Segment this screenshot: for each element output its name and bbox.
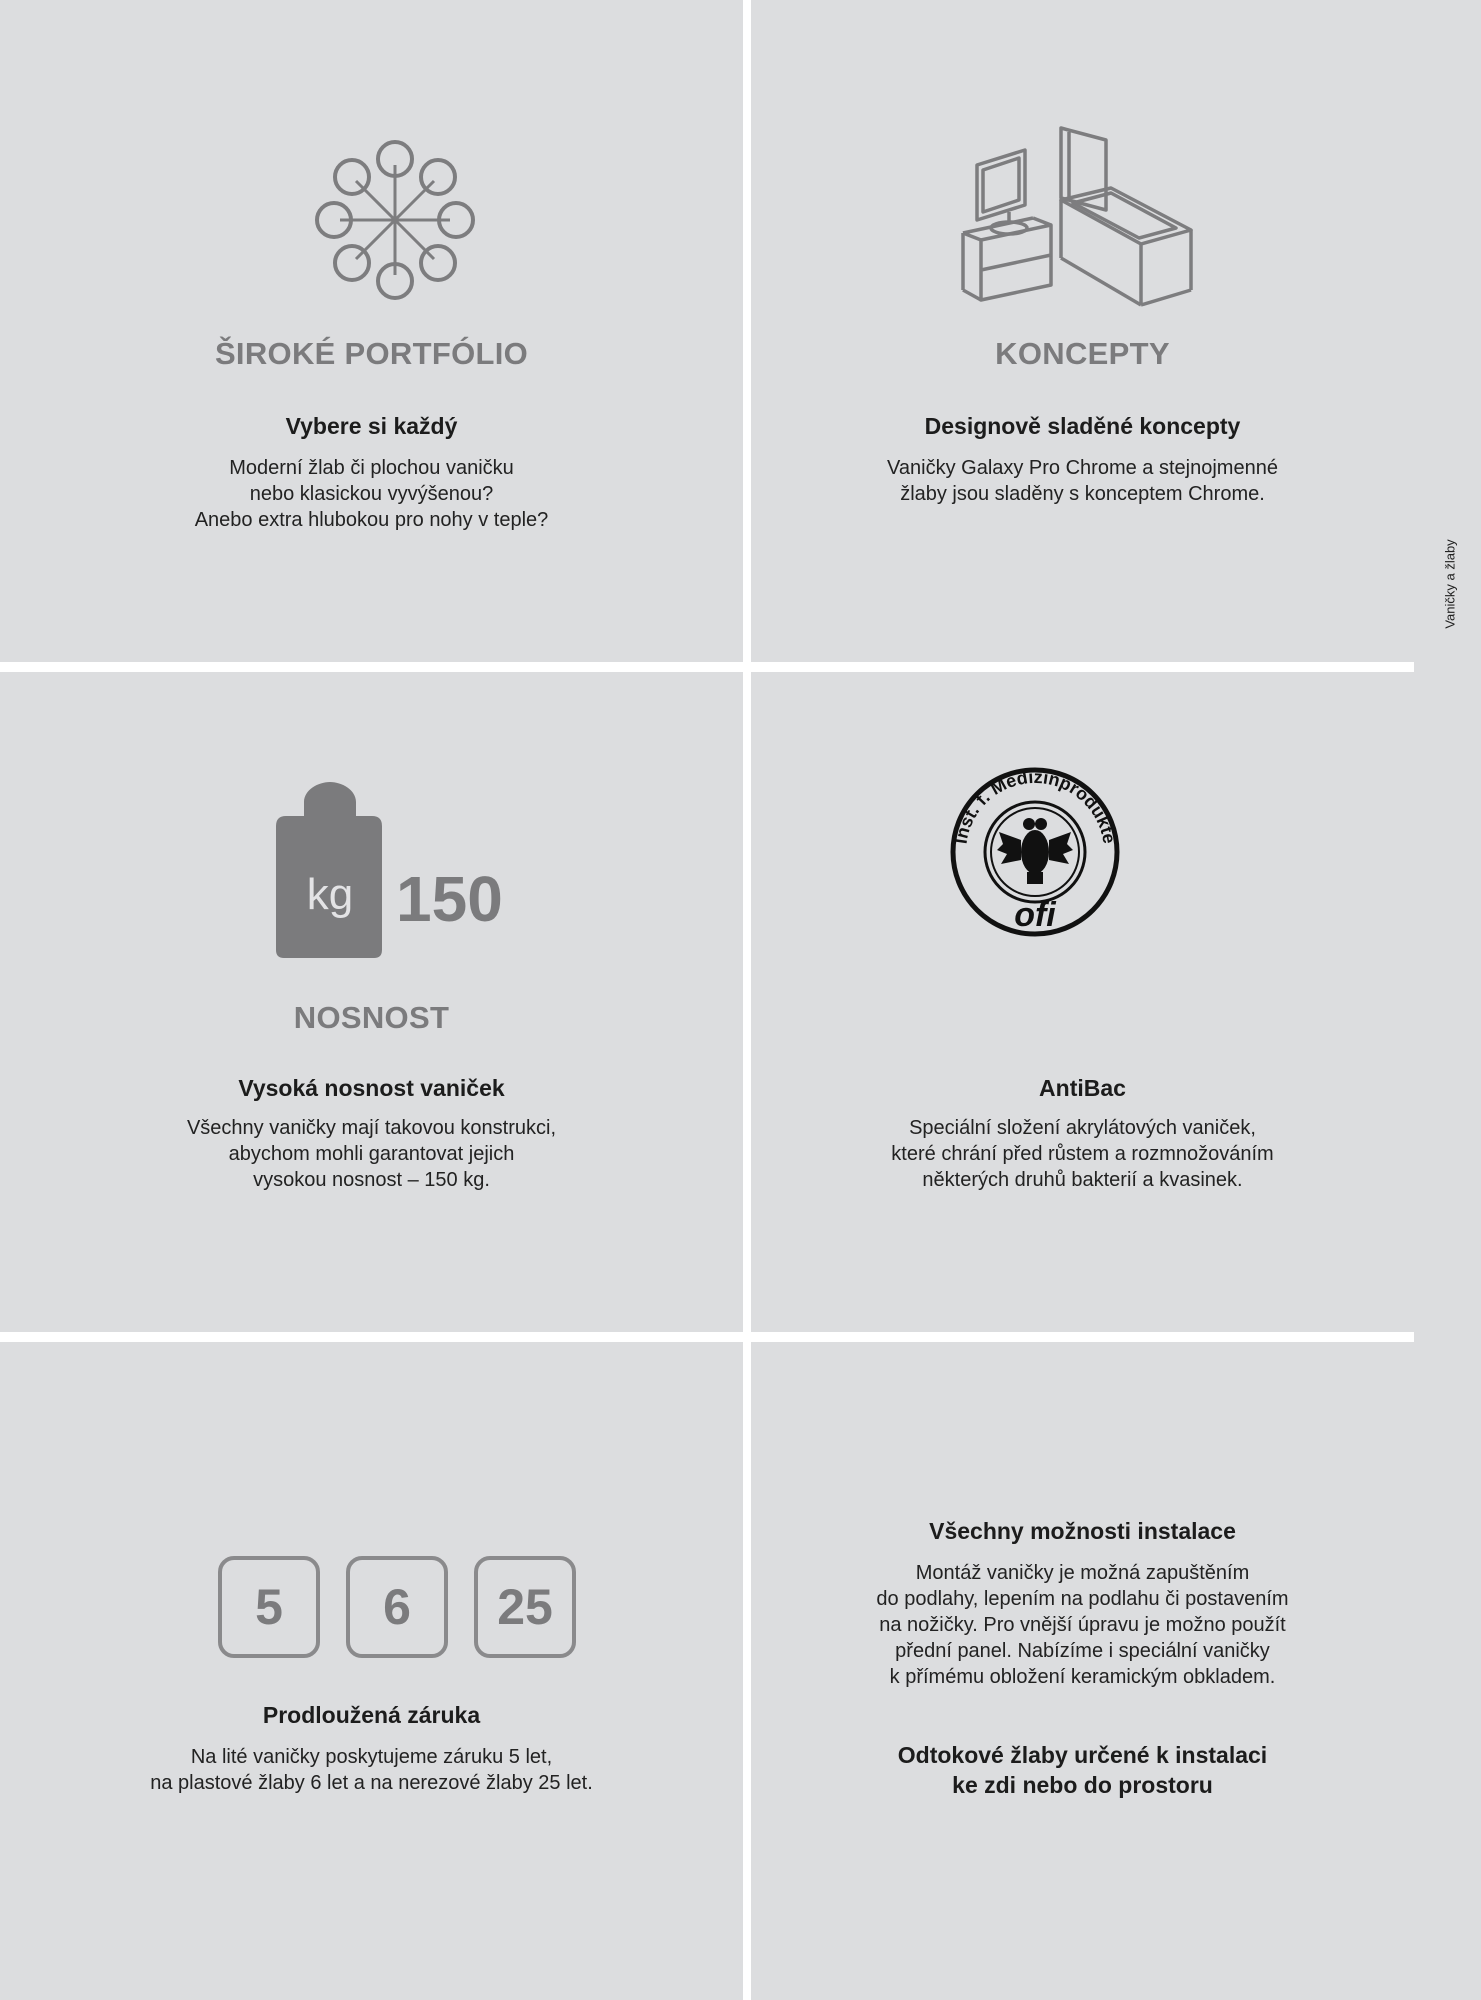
heading: ŠIROKÉ PORTFÓLIO	[214, 336, 529, 371]
drain-installation-subheading: Odtokové žlaby určené k instalaci ke zdi nebo do prostoru	[897, 1742, 1268, 1798]
warranty-box-plastic-drains: 6	[346, 1556, 448, 1658]
weight-value: 150	[396, 863, 503, 935]
weight-icon	[0, 672, 743, 972]
warranty-box-bathtubs: 5	[218, 1556, 320, 1658]
heading: NOSNOST	[293, 1000, 450, 1035]
description: Montáž vaničky je možná zapuštěním do podlahy, lepením na podlahu či postavením na nožičky. Pro vnější úpravu je možno použít přední panel. Nabízíme i speciální vaničky k přímému obložení keramickým obkladem.	[876, 1562, 1289, 1688]
subheading: Vybere si každý	[285, 413, 458, 439]
subheading: Designově sladěné koncepty	[924, 413, 1241, 439]
side-label: Vaničky a žlaby	[1442, 539, 1458, 629]
sidebar	[1414, 0, 1481, 2000]
feature-concepts	[751, 0, 1414, 662]
feature-wide-portfolio	[0, 0, 743, 662]
description: Moderní žlab či plochou vaničku nebo klasickou vyvýšenou? Anebo extra hlubokou pro nohy v teple?	[194, 457, 549, 531]
description: Vaničky Galaxy Pro Chrome a stejnojmenné žlaby jsou sladěny s konceptem Chrome.	[887, 457, 1278, 505]
heading: KONCEPTY	[995, 336, 1170, 371]
feature-extended-warranty	[0, 1342, 743, 2000]
warranty-box-steel-drains: 25	[474, 1556, 576, 1658]
snowflake-circles-icon	[0, 0, 743, 320]
subheading: AntiBac	[1039, 1075, 1126, 1101]
weight-unit: kg	[306, 870, 354, 919]
feature-antibac	[751, 672, 1414, 1332]
description: Na lité vaničky poskytujeme záruku 5 let, na plastové žlaby 6 let a na nerezové žlaby 25 let.	[150, 1746, 593, 1794]
feature-load-capacity	[0, 672, 743, 1332]
svg-text:Inst. f. Medizinprodukte: Inst. f. Medizinprodukte	[950, 766, 1120, 846]
bathroom-icon	[751, 0, 1414, 320]
description: Speciální složení akrylátových vaniček, které chrání před růstem a rozmnožováním některých druhů bakterií a kvasinek.	[891, 1117, 1274, 1191]
svg-text:ofi: ofi	[1014, 896, 1056, 934]
ofi-seal-icon	[751, 672, 1414, 972]
subheading: Všechny možnosti instalace	[929, 1518, 1236, 1544]
subheading: Vysoká nosnost vaniček	[238, 1075, 505, 1101]
subheading: Prodloužená záruka	[262, 1702, 481, 1728]
description: Všechny vaničky mají takovou konstrukci, abychom mohli garantovat jejich vysokou nosnost – 150 kg.	[186, 1117, 557, 1191]
feature-installation	[751, 1342, 1414, 2000]
